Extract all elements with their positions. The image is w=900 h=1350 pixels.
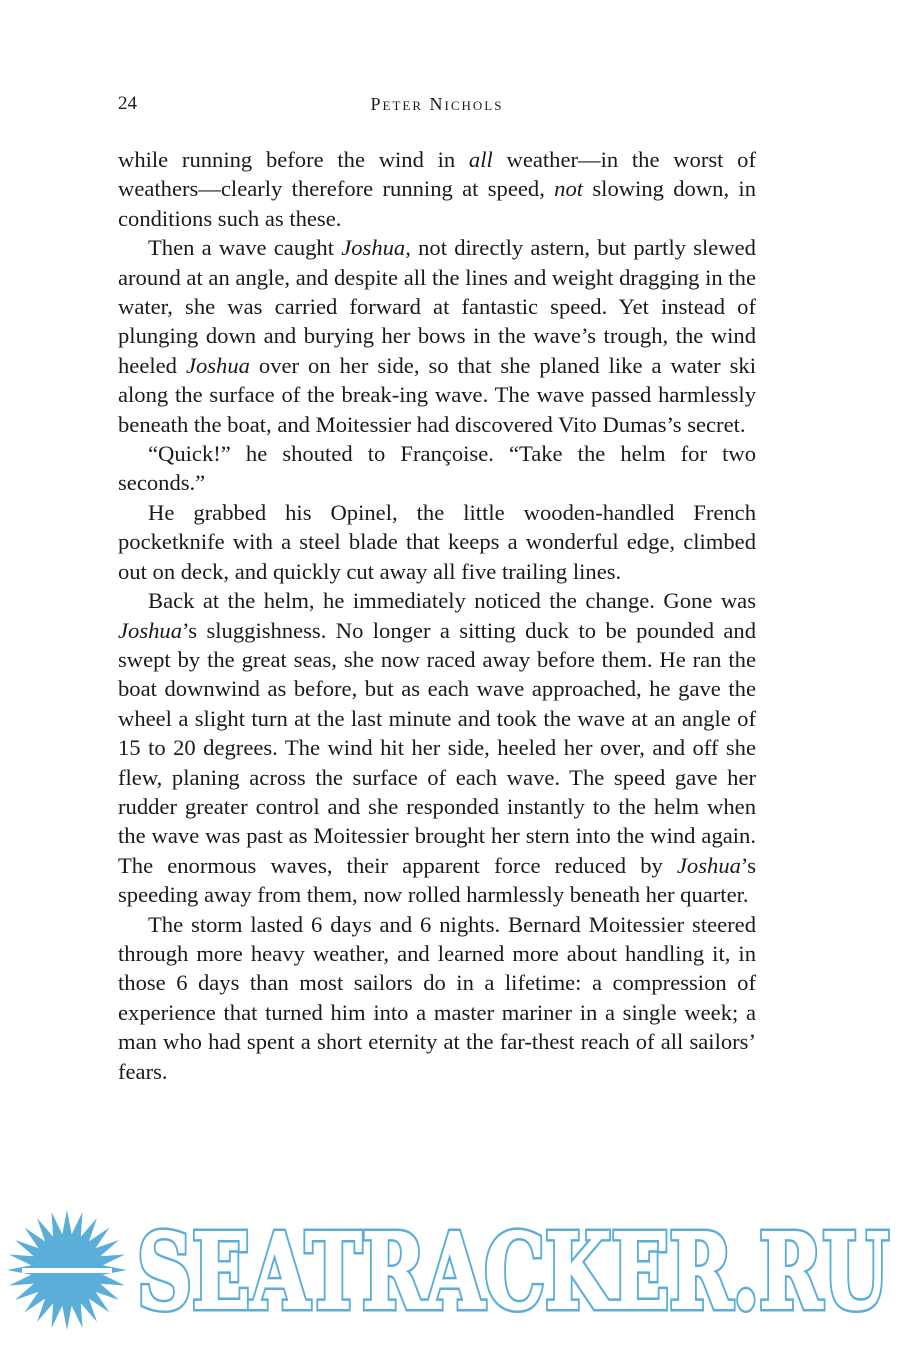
page-header xyxy=(118,93,756,117)
watermark xyxy=(0,1210,900,1330)
paragraph-4: He grabbed his Opinel, the little wooden-handled French pocketknife with a steel blade that keeps a wonderful edge, climbed out on deck, and quickly cut away all five trailing lines. xyxy=(118,499,756,584)
paragraph-1: while running before the wind in all weather—in the worst of weathers—clearly therefore running at speed, not slowing down, in conditions such as these. xyxy=(118,147,756,231)
sun-icon xyxy=(2,1210,132,1330)
running-head: Peter Nichols xyxy=(370,94,504,114)
paragraph-2: Then a wave caught Joshua, not directly astern, but partly slewed around at an angle, and despite all the lines and weight dragging in the water, she was carried forward at fantastic speed. Yet instead of plunging down and burying her bows in the wave’s trough, the wind heeled Joshua over on her side, so that she planed like a water ski along the surface of the break-ing wave. The wave passed harmlessly beneath the boat, and Moitessier had discovered Vito Dumas’s secret. xyxy=(118,235,756,437)
page-number: 24 xyxy=(118,93,137,114)
paragraph-3: “Quick!” he shouted to Françoise. “Take the helm for two seconds.” xyxy=(118,441,756,496)
body-text xyxy=(118,145,756,1086)
svg-text:SEATRACKER.RU: SEATRACKER.RU xyxy=(137,1220,889,1320)
paragraph-5: Back at the helm, he immediately noticed the change. Gone was Joshua’s sluggishness. No longer a sitting duck to be pounded and swept by the great seas, she now raced away before them. He ran the boat downwind as before, but as each wave approached, he gave the wheel a slight turn at the last minute and took the wave at an angle of 15 to 20 degrees. The wind hit her side, heeled her over, and off she flew, planing across the surface of each wave. The speed gave her rudder greater control and she responded instantly to the helm when the wave was past as Moitessier brought her stern into the wind again. The enormous waves, their apparent force reduced by Joshua’s speeding away from them, now rolled harmlessly beneath her quarter. xyxy=(118,588,756,908)
svg-text:SEATRACKER.RU: SEATRACKER.RU xyxy=(137,1220,889,1320)
watermark-text xyxy=(137,1220,892,1320)
paragraph-6: The storm lasted 6 days and 6 nights. Bernard Moitessier steered through more heavy weather, and learned more about handling it, in those 6 days than most sailors do in a lifetime: a compression of experience that turned him into a master mariner in a single week; a man who had spent a short eternity at the far-thest reach of all sailors’ fears. xyxy=(118,911,756,1084)
